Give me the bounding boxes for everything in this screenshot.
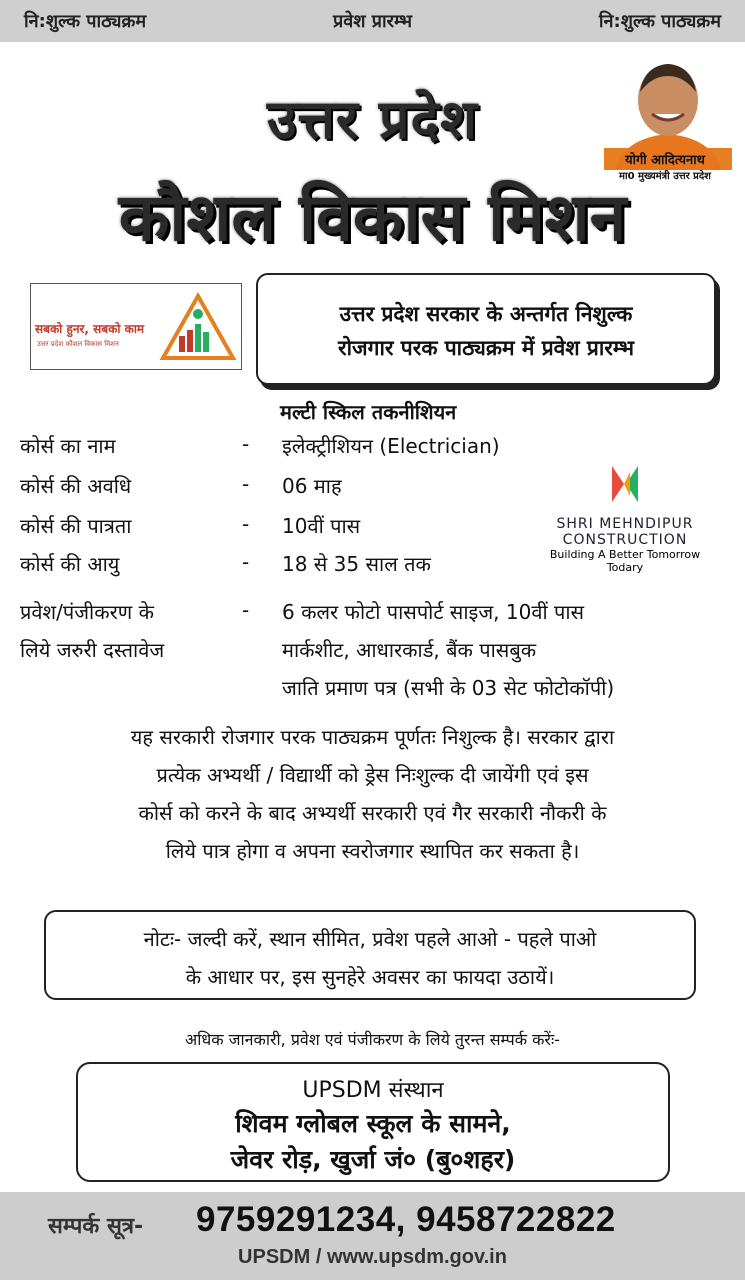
documents-label-line-1: प्रवेश/पंजीकरण के	[20, 600, 154, 624]
separator: -	[242, 598, 250, 622]
institute-name: UPSDM संस्थान	[302, 1078, 444, 1103]
note-box	[44, 910, 696, 1000]
sponsor-logo	[530, 462, 720, 574]
heading-mission: कौशल विकास मिशन	[118, 179, 627, 256]
heading-state: उत्तर प्रदेश	[267, 88, 478, 151]
sponsor-mark-icon	[608, 462, 642, 506]
course-age-value: 18 से 35 साल तक	[282, 552, 431, 576]
address-box	[76, 1062, 670, 1182]
paragraph-line: यह सरकारी रोजगार परक पाठ्यक्रम पूर्णतः निशुल्क है। सरकार द्वारा	[130, 725, 615, 749]
documents-value-line-3: जाति प्रमाण पत्र (सभी के 03 सेट फोटोकॉपी)	[282, 676, 615, 700]
skill-mission-logo	[30, 283, 242, 370]
top-banner-right: नि:शुल्क पाठ्यक्रम	[598, 11, 721, 32]
notice-line-2: रोजगार परक पाठ्यक्रम में प्रवेश प्रारम्भ	[338, 336, 634, 360]
paragraph-line: प्रत्येक अभ्यर्थी / विद्यार्थी को ड्रेस निःशुल्क दी जायेंगी एवं इस	[156, 763, 589, 787]
logo-org-name: उत्तर प्रदेश कौशल विकास मिशन	[37, 340, 119, 348]
course-name-label: कोर्स का नाम	[20, 434, 116, 458]
website: UPSDM / www.upsdm.gov.in	[238, 1246, 507, 1268]
address-line-1: शिवम ग्लोबल स्कूल के सामने,	[235, 1109, 511, 1138]
sponsor-name-line-1: SHRI MEHNDIPUR	[556, 516, 694, 532]
triangle-logo-icon	[159, 292, 237, 362]
top-banner	[0, 0, 745, 42]
admission-notice-box	[256, 273, 716, 385]
documents-value-line-1: 6 कलर फोटो पासपोर्ट साइज, 10वीं पास	[282, 600, 585, 624]
course-subheading: मल्टी स्किल तकनीशियन	[280, 400, 457, 424]
separator: -	[242, 472, 250, 496]
separator: -	[242, 550, 250, 574]
chief-minister-title: मा0 मुख्यमंत्री उत्तर प्रदेश	[619, 171, 711, 182]
logo-tagline: सबको हुनर, सबको काम	[35, 322, 145, 336]
note-line: नोटः- जल्दी करें, स्थान सीमित, प्रवेश पहले आओ - पहले पाओ	[143, 927, 597, 951]
course-eligibility-label: कोर्स की पात्रता	[20, 514, 132, 538]
sponsor-tagline: Building A Better Tomorrow Todary	[549, 548, 701, 574]
paragraph-line: लिये पात्र होगा व अपना स्वरोजगार स्थापित कर सकता है।	[165, 839, 580, 863]
course-duration-value: 06 माह	[282, 474, 342, 498]
documents-label-line-2: लिये जरुरी दस्तावेज	[20, 638, 165, 662]
separator: -	[242, 512, 250, 536]
sponsor-name-line-2: CONSTRUCTION	[562, 532, 688, 548]
phone-numbers: 9759291234, 9458722822	[196, 1200, 616, 1239]
chief-minister-name: योगी आदित्यनाथ	[625, 153, 705, 168]
note-line: के आधार पर, इस सुनहेरे अवसर का फायदा उठायें।	[185, 965, 555, 989]
description-paragraph	[20, 718, 725, 870]
contact-label: सम्पर्क सूत्र-	[48, 1214, 144, 1239]
course-age-label: कोर्स की आयु	[20, 552, 120, 576]
course-duration-label: कोर्स की अवधि	[20, 474, 132, 498]
top-banner-left: नि:शुल्क पाठ्यक्रम	[24, 11, 147, 32]
course-name-value: इलेक्ट्रीशियन (Electrician)	[282, 434, 500, 458]
top-banner-center: प्रवेश प्रारम्भ	[332, 11, 413, 32]
separator: -	[242, 432, 250, 456]
course-eligibility-value: 10वीं पास	[282, 514, 361, 538]
info-line: अधिक जानकारी, प्रवेश एवं पंजीकरण के लिये तुरन्त सम्पर्क करेंः-	[185, 1030, 560, 1049]
paragraph-line: कोर्स को करने के बाद अभ्यर्थी सरकारी एवं गैर सरकारी नौकरी के	[138, 801, 607, 825]
documents-value-line-2: मार्कशीट, आधारकार्ड, बैंक पासबुक	[282, 638, 537, 662]
notice-line-1: उत्तर प्रदेश सरकार के अन्तर्गत निशुल्क	[339, 302, 633, 326]
contact-bar	[0, 1192, 745, 1280]
address-line-2: जेवर रोड़, खुर्जा जं० (बु०शहर)	[230, 1145, 516, 1174]
